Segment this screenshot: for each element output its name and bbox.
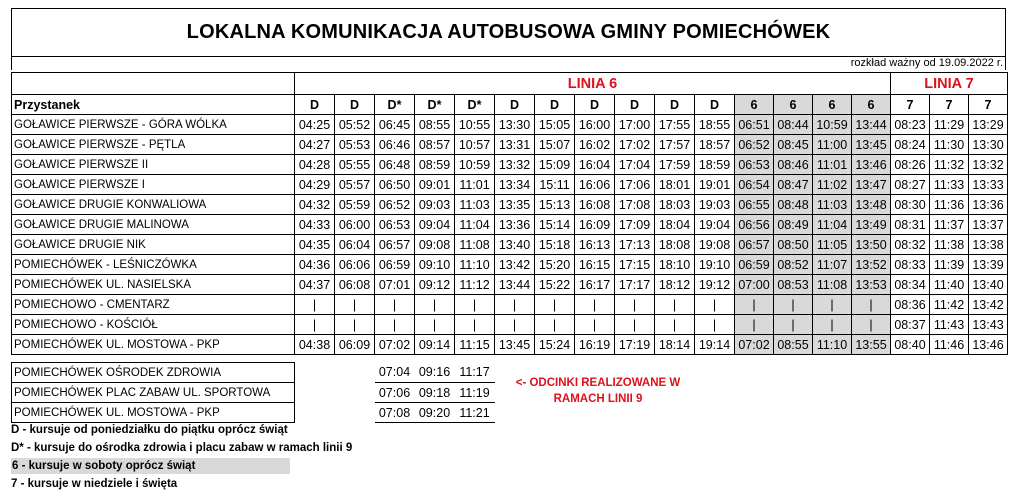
time-cell: 08:52 — [774, 255, 813, 275]
column-header: D — [575, 95, 615, 115]
time-cell: 10:55 — [455, 115, 495, 135]
time-cell: 11:03 — [455, 195, 495, 215]
time-cell: 16:08 — [575, 195, 615, 215]
time-cell: 09:03 — [415, 195, 455, 215]
time-cell: 07:04 — [375, 363, 415, 383]
column-header: D — [335, 95, 375, 115]
legend-6: 6 - kursuje w soboty oprócz świąt — [11, 458, 290, 474]
stop-name: POMIECHOWO - CMENTARZ — [12, 295, 295, 315]
time-cell: 15:09 — [535, 155, 575, 175]
time-cell: | — [655, 295, 695, 315]
time-cell: 08:31 — [891, 215, 930, 235]
time-cell: 11:17 — [455, 363, 495, 383]
column-header: D — [295, 95, 335, 115]
time-cell: 16:02 — [575, 135, 615, 155]
time-cell: 08:55 — [774, 335, 813, 355]
time-cell: 06:51 — [735, 115, 774, 135]
time-cell: 18:57 — [695, 135, 735, 155]
time-cell: 17:59 — [655, 155, 695, 175]
table-row — [12, 295, 1008, 315]
time-cell: 15:24 — [535, 335, 575, 355]
time-cell: 11:33 — [930, 175, 969, 195]
column-header-row — [12, 95, 1008, 115]
time-cell: 07:02 — [375, 335, 415, 355]
time-cell: 11:07 — [813, 255, 852, 275]
column-header: D — [495, 95, 535, 115]
time-cell: 06:06 — [335, 255, 375, 275]
time-cell: | — [455, 295, 495, 315]
time-cell: 11:01 — [813, 155, 852, 175]
time-cell: 11:05 — [813, 235, 852, 255]
time-cell: 11:21 — [455, 403, 495, 423]
table-row — [12, 255, 1008, 275]
time-cell: 18:14 — [655, 335, 695, 355]
time-cell: | — [655, 315, 695, 335]
column-header: 7 — [930, 95, 969, 115]
time-cell: 19:12 — [695, 275, 735, 295]
time-cell: 11:03 — [813, 195, 852, 215]
time-cell: 11:40 — [930, 275, 969, 295]
time-cell: | — [295, 295, 335, 315]
time-cell: 07:00 — [735, 275, 774, 295]
time-cell: 15:20 — [535, 255, 575, 275]
time-cell: 05:57 — [335, 175, 375, 195]
time-cell: 15:05 — [535, 115, 575, 135]
time-cell: | — [535, 315, 575, 335]
time-cell: 09:10 — [415, 255, 455, 275]
time-cell: 11:46 — [930, 335, 969, 355]
time-cell: | — [455, 315, 495, 335]
time-cell: 19:04 — [695, 215, 735, 235]
time-cell: | — [335, 315, 375, 335]
time-cell: 15:11 — [535, 175, 575, 195]
stop-name: POMIECHÓWEK UL. MOSTOWA - PKP — [12, 335, 295, 355]
time-cell: 06:52 — [375, 195, 415, 215]
column-header: 6 — [774, 95, 813, 115]
time-cell: 08:47 — [774, 175, 813, 195]
time-cell: 13:44 — [852, 115, 891, 135]
time-cell: 08:48 — [774, 195, 813, 215]
time-cell: | — [575, 315, 615, 335]
time-cell: 13:33 — [969, 175, 1008, 195]
time-cell: 13:44 — [495, 275, 535, 295]
time-cell: 15:13 — [535, 195, 575, 215]
sub-timetable — [11, 362, 495, 423]
column-header: 6 — [813, 95, 852, 115]
time-cell: 18:03 — [655, 195, 695, 215]
column-header: 7 — [969, 95, 1008, 115]
time-cell: 11:39 — [930, 255, 969, 275]
time-cell: | — [813, 295, 852, 315]
time-cell: 08:24 — [891, 135, 930, 155]
time-cell: 11:37 — [930, 215, 969, 235]
time-cell: 13:30 — [495, 115, 535, 135]
time-cell: 13:46 — [969, 335, 1008, 355]
time-cell: | — [415, 315, 455, 335]
time-cell: 15:07 — [535, 135, 575, 155]
time-cell: 07:01 — [375, 275, 415, 295]
stop-name: GOŁAWICE PIERWSZE - PĘTLA — [12, 135, 295, 155]
table-row — [12, 135, 1008, 155]
time-cell: 16:19 — [575, 335, 615, 355]
time-cell: 13:42 — [969, 295, 1008, 315]
time-cell: 06:52 — [735, 135, 774, 155]
time-cell: 13:45 — [852, 135, 891, 155]
time-cell: 13:37 — [969, 215, 1008, 235]
time-cell: 11:38 — [930, 235, 969, 255]
time-cell: | — [735, 295, 774, 315]
time-cell: 04:25 — [295, 115, 335, 135]
time-cell: 11:32 — [930, 155, 969, 175]
column-header: 6 — [852, 95, 891, 115]
time-cell: 13:40 — [969, 275, 1008, 295]
time-cell: 06:04 — [335, 235, 375, 255]
line-9-note-1: <- ODCINKI REALIZOWANE W — [515, 377, 681, 389]
table-row — [12, 315, 1008, 335]
time-cell: 18:08 — [655, 235, 695, 255]
timetable — [11, 72, 1008, 355]
time-cell: 13:29 — [969, 115, 1008, 135]
time-cell: 08:27 — [891, 175, 930, 195]
time-cell: 08:34 — [891, 275, 930, 295]
sub-row — [12, 403, 495, 423]
time-cell: 05:55 — [335, 155, 375, 175]
stop-name: POMIECHÓWEK UL. MOSTOWA - PKP — [12, 403, 295, 423]
time-cell: 06:45 — [375, 115, 415, 135]
time-cell: 13:48 — [852, 195, 891, 215]
time-cell: 11:19 — [455, 383, 495, 403]
time-cell: 11:15 — [455, 335, 495, 355]
time-cell: 19:03 — [695, 195, 735, 215]
stop-name: POMIECHÓWEK - LEŚNICZÓWKA — [12, 255, 295, 275]
stop-name: GOŁAWICE PIERWSZE I — [12, 175, 295, 195]
time-cell: 15:22 — [535, 275, 575, 295]
time-cell: 08:37 — [891, 315, 930, 335]
time-cell: 04:33 — [295, 215, 335, 235]
time-cell: 06:09 — [335, 335, 375, 355]
time-cell: 09:12 — [415, 275, 455, 295]
time-cell: 13:55 — [852, 335, 891, 355]
sub-row — [12, 383, 495, 403]
page-title: LOKALNA KOMUNIKACJA AUTOBUSOWA GMINY POMIECHÓWEK — [11, 8, 1006, 57]
stop-name: POMIECHÓWEK PLAC ZABAW UL. SPORTOWA — [12, 383, 295, 403]
time-cell: 07:02 — [735, 335, 774, 355]
column-header: 7 — [891, 95, 930, 115]
time-cell: 18:10 — [655, 255, 695, 275]
table-row — [12, 115, 1008, 135]
time-cell: 06:57 — [375, 235, 415, 255]
time-cell: 08:30 — [891, 195, 930, 215]
time-cell: 06:53 — [735, 155, 774, 175]
time-cell: 08:53 — [774, 275, 813, 295]
time-cell: 09:14 — [415, 335, 455, 355]
time-cell: 13:39 — [969, 255, 1008, 275]
time-cell: 07:06 — [375, 383, 415, 403]
stop-name: GOŁAWICE DRUGIE NIK — [12, 235, 295, 255]
time-cell: 11:29 — [930, 115, 969, 135]
time-cell: | — [495, 295, 535, 315]
time-cell: 08:59 — [415, 155, 455, 175]
time-cell: 04:29 — [295, 175, 335, 195]
time-cell: 13:30 — [969, 135, 1008, 155]
line-9-note — [498, 375, 698, 407]
time-cell: | — [774, 295, 813, 315]
time-cell: 13:36 — [495, 215, 535, 235]
time-cell: 04:28 — [295, 155, 335, 175]
stop-name: GOŁAWICE PIERWSZE - GÓRA WÓLKA — [12, 115, 295, 135]
time-cell: 11:43 — [930, 315, 969, 335]
time-cell: 13:52 — [852, 255, 891, 275]
time-cell: 06:54 — [735, 175, 774, 195]
time-cell: | — [615, 315, 655, 335]
time-cell: 07:08 — [375, 403, 415, 423]
time-cell: 04:35 — [295, 235, 335, 255]
column-header: D — [535, 95, 575, 115]
time-cell: 09:08 — [415, 235, 455, 255]
time-cell: 19:08 — [695, 235, 735, 255]
time-cell: | — [774, 315, 813, 335]
time-cell: 08:57 — [415, 135, 455, 155]
time-cell: 10:57 — [455, 135, 495, 155]
time-cell: | — [335, 295, 375, 315]
time-cell: | — [495, 315, 535, 335]
time-cell: | — [295, 315, 335, 335]
time-cell: 17:08 — [615, 195, 655, 215]
time-cell: 04:37 — [295, 275, 335, 295]
time-cell: 06:53 — [375, 215, 415, 235]
time-cell: 11:02 — [813, 175, 852, 195]
time-cell: 06:56 — [735, 215, 774, 235]
column-header: 6 — [735, 95, 774, 115]
linia-6-label: LINIA 6 — [295, 73, 891, 95]
time-cell: 13:34 — [495, 175, 535, 195]
time-cell: | — [615, 295, 655, 315]
time-cell: 09:04 — [415, 215, 455, 235]
time-cell: 13:32 — [969, 155, 1008, 175]
time-cell: 13:32 — [495, 155, 535, 175]
time-cell: 06:50 — [375, 175, 415, 195]
time-cell: 10:59 — [813, 115, 852, 135]
time-cell: 17:15 — [615, 255, 655, 275]
time-cell: 17:57 — [655, 135, 695, 155]
line-header-row — [12, 73, 1008, 95]
time-cell: 11:08 — [455, 235, 495, 255]
time-cell: 17:06 — [615, 175, 655, 195]
time-cell: 16:04 — [575, 155, 615, 175]
time-cell: 09:16 — [415, 363, 455, 383]
time-cell: 17:17 — [615, 275, 655, 295]
time-cell: 15:14 — [535, 215, 575, 235]
time-cell: 18:12 — [655, 275, 695, 295]
time-cell: 18:55 — [695, 115, 735, 135]
time-cell: | — [375, 315, 415, 335]
time-cell: 06:46 — [375, 135, 415, 155]
time-cell: 11:42 — [930, 295, 969, 315]
stop-name: GOŁAWICE PIERWSZE II — [12, 155, 295, 175]
time-cell: 16:09 — [575, 215, 615, 235]
time-cell: 05:52 — [335, 115, 375, 135]
time-cell: 19:10 — [695, 255, 735, 275]
stop-name: GOŁAWICE DRUGIE KONWALIOWA — [12, 195, 295, 215]
time-cell: | — [375, 295, 415, 315]
column-header: D — [695, 95, 735, 115]
time-cell: 11:01 — [455, 175, 495, 195]
time-cell: | — [735, 315, 774, 335]
time-cell: 08:33 — [891, 255, 930, 275]
time-cell: 19:14 — [695, 335, 735, 355]
time-cell: 06:57 — [735, 235, 774, 255]
time-cell: 09:01 — [415, 175, 455, 195]
time-cell: 11:04 — [455, 215, 495, 235]
table-row — [12, 235, 1008, 255]
time-cell: 13:35 — [495, 195, 535, 215]
time-cell: 11:36 — [930, 195, 969, 215]
table-row — [12, 175, 1008, 195]
time-cell: 08:32 — [891, 235, 930, 255]
time-cell: | — [852, 315, 891, 335]
time-cell: 15:18 — [535, 235, 575, 255]
legend-7: 7 - kursuje w niedziele i święta — [11, 478, 178, 490]
linia-7-label: LINIA 7 — [891, 73, 1008, 95]
legend-d: D - kursuje od poniedziałku do piątku oprócz świąt — [11, 424, 288, 436]
time-cell: 13:47 — [852, 175, 891, 195]
time-cell: 16:13 — [575, 235, 615, 255]
time-cell: 13:45 — [495, 335, 535, 355]
time-cell: 11:30 — [930, 135, 969, 155]
time-cell: 08:40 — [891, 335, 930, 355]
time-cell: | — [852, 295, 891, 315]
stop-name: POMIECHÓWEK OŚRODEK ZDROWIA — [12, 363, 295, 383]
time-cell: 08:26 — [891, 155, 930, 175]
time-cell: 17:00 — [615, 115, 655, 135]
time-cell: 11:08 — [813, 275, 852, 295]
time-cell: 17:02 — [615, 135, 655, 155]
column-header: D* — [455, 95, 495, 115]
table-row — [12, 335, 1008, 355]
stop-name: POMIECHOWO - KOŚCIÓŁ — [12, 315, 295, 335]
column-header: D — [655, 95, 695, 115]
time-cell: 06:59 — [735, 255, 774, 275]
time-cell: 05:59 — [335, 195, 375, 215]
time-cell: 05:53 — [335, 135, 375, 155]
valid-from: rozkład ważny od 19.09.2022 r. — [11, 56, 1006, 70]
time-cell: 08:23 — [891, 115, 930, 135]
time-cell: | — [695, 315, 735, 335]
time-cell: | — [415, 295, 455, 315]
column-header: D* — [415, 95, 455, 115]
time-cell: 16:00 — [575, 115, 615, 135]
time-cell: 17:19 — [615, 335, 655, 355]
time-cell: | — [535, 295, 575, 315]
time-cell: 04:36 — [295, 255, 335, 275]
time-cell: 17:09 — [615, 215, 655, 235]
time-cell: 11:12 — [455, 275, 495, 295]
time-cell: 09:18 — [415, 383, 455, 403]
time-cell: 08:50 — [774, 235, 813, 255]
line-9-note-2: RAMACH LINII 9 — [553, 393, 643, 405]
time-cell: 18:01 — [655, 175, 695, 195]
time-cell: 09:20 — [415, 403, 455, 423]
time-cell: | — [695, 295, 735, 315]
table-row — [12, 275, 1008, 295]
time-cell: 13:31 — [495, 135, 535, 155]
time-cell: 13:49 — [852, 215, 891, 235]
time-cell: 18:04 — [655, 215, 695, 235]
time-cell: 06:08 — [335, 275, 375, 295]
sub-row — [12, 363, 495, 383]
time-cell: | — [813, 315, 852, 335]
stop-name: POMIECHÓWEK UL. NASIELSKA — [12, 275, 295, 295]
table-row — [12, 155, 1008, 175]
table-row — [12, 215, 1008, 235]
time-cell: 13:40 — [495, 235, 535, 255]
time-cell: | — [575, 295, 615, 315]
time-cell: 16:17 — [575, 275, 615, 295]
time-cell: 10:59 — [455, 155, 495, 175]
time-cell: 04:38 — [295, 335, 335, 355]
time-cell: 13:43 — [969, 315, 1008, 335]
time-cell: 17:13 — [615, 235, 655, 255]
time-cell: 06:55 — [735, 195, 774, 215]
time-cell: 04:27 — [295, 135, 335, 155]
time-cell: 16:15 — [575, 255, 615, 275]
legend-d-star: D* - kursuje do ośrodka zdrowia i placu zabaw w ramach linii 9 — [11, 442, 353, 454]
time-cell: 08:49 — [774, 215, 813, 235]
time-cell: 13:53 — [852, 275, 891, 295]
time-cell: 11:04 — [813, 215, 852, 235]
time-cell: 04:32 — [295, 195, 335, 215]
time-cell: 06:48 — [375, 155, 415, 175]
time-cell: 08:55 — [415, 115, 455, 135]
time-cell: 13:42 — [495, 255, 535, 275]
time-cell: 19:01 — [695, 175, 735, 195]
time-cell: 08:36 — [891, 295, 930, 315]
time-cell: 17:04 — [615, 155, 655, 175]
time-cell: 16:06 — [575, 175, 615, 195]
stop-header: Przystanek — [12, 95, 295, 115]
time-cell: 13:50 — [852, 235, 891, 255]
column-header: D — [615, 95, 655, 115]
time-cell: 11:00 — [813, 135, 852, 155]
time-cell: 13:46 — [852, 155, 891, 175]
time-cell: 06:00 — [335, 215, 375, 235]
table-row — [12, 195, 1008, 215]
time-cell: 13:36 — [969, 195, 1008, 215]
time-cell: 06:59 — [375, 255, 415, 275]
time-cell: 18:59 — [695, 155, 735, 175]
time-cell: 08:44 — [774, 115, 813, 135]
time-cell: 08:45 — [774, 135, 813, 155]
time-cell: 11:10 — [455, 255, 495, 275]
stop-name: GOŁAWICE DRUGIE MALINOWA — [12, 215, 295, 235]
time-cell: 13:38 — [969, 235, 1008, 255]
time-cell: 08:46 — [774, 155, 813, 175]
time-cell: 17:55 — [655, 115, 695, 135]
column-header: D* — [375, 95, 415, 115]
time-cell: 11:10 — [813, 335, 852, 355]
